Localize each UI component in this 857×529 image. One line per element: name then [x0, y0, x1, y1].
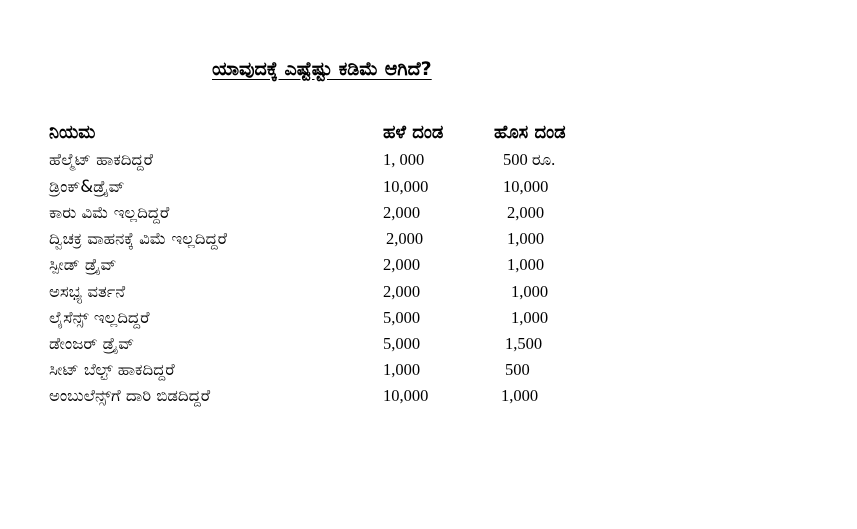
table-row-old-fine: 2,000	[383, 203, 421, 222]
table-row-old-fine: 10,000	[383, 177, 429, 196]
table-row-new-fine: 1,500	[505, 334, 543, 353]
table-row-new-fine: 10,000	[503, 177, 549, 196]
column-header-old-fine: ಹಳೆ ದಂಡ	[383, 122, 444, 143]
table-row-new-fine: 1,000	[501, 386, 539, 405]
table-row-rule: ಹೆಲ್ಮೆಟ್ ಹಾಕದಿದ್ದರೆ	[49, 150, 153, 169]
table-row-rule: ಸೀಟ್ ಬೆಲ್ಟ್ ಹಾಕದಿದ್ದರೆ	[49, 360, 175, 379]
table-row-rule: ಕಾರು ವಿಮೆ ಇಲ್ಲದಿದ್ದರೆ	[49, 203, 170, 222]
table-row-new-fine: 1,000	[507, 255, 545, 274]
column-header-new-fine: ಹೊಸ ದಂಡ	[494, 122, 566, 143]
table-row-new-fine: 500	[505, 360, 530, 379]
table-row-rule: ದ್ವಿಚಕ್ರ ವಾಹನಕ್ಕೆ ವಿಮೆ ಇಲ್ಲದಿದ್ದರೆ	[49, 229, 227, 248]
table-row-old-fine: 1,000	[383, 360, 421, 379]
table-row-old-fine: 5,000	[383, 308, 421, 327]
table-row-old-fine: 5,000	[383, 334, 421, 353]
table-row-old-fine: 2,000	[383, 255, 421, 274]
table-row-new-fine: 1,000	[507, 229, 545, 248]
column-header-rule: ನಿಯಮ	[49, 122, 96, 143]
table-row-new-fine: 1,000	[511, 308, 549, 327]
table-row-rule: ಡ್ರಿಂಕ್&ಡ್ರೈವ್	[49, 177, 125, 196]
table-row-rule: ಅಂಬುಲೆನ್ಸ್‌ಗೆ ದಾರಿ ಬಿಡದಿದ್ದರೆ	[49, 386, 211, 405]
table-row-rule: ಅಸಭ್ಯ ವರ್ತನೆ	[49, 282, 126, 301]
table-row-new-fine: 2,000	[507, 203, 545, 222]
page-title: ಯಾವುದಕ್ಕೆ ಎಷ್ಟೆಷ್ಟು ಕಡಿಮೆ ಆಗಿದೆ?	[212, 58, 432, 80]
table-row-old-fine: 10,000	[383, 386, 429, 405]
table-row-old-fine: 1, 000	[383, 150, 425, 169]
table-row-old-fine: 2,000	[386, 229, 424, 248]
table-row-new-fine: 1,000	[511, 282, 549, 301]
table-row-rule: ಲೈಸೆನ್ಸ್ ಇಲ್ಲದಿದ್ದರೆ	[49, 308, 150, 327]
table-row-rule: ಡೇಂಜರ್ ಡ್ರೈವ್	[49, 334, 135, 353]
table-row-new-fine: 500 ರೂ.	[503, 150, 556, 169]
table-row-old-fine: 2,000	[383, 282, 421, 301]
table-row-rule: ಸ್ಪೀಡ್ ಡ್ರೈವ್	[49, 255, 117, 274]
